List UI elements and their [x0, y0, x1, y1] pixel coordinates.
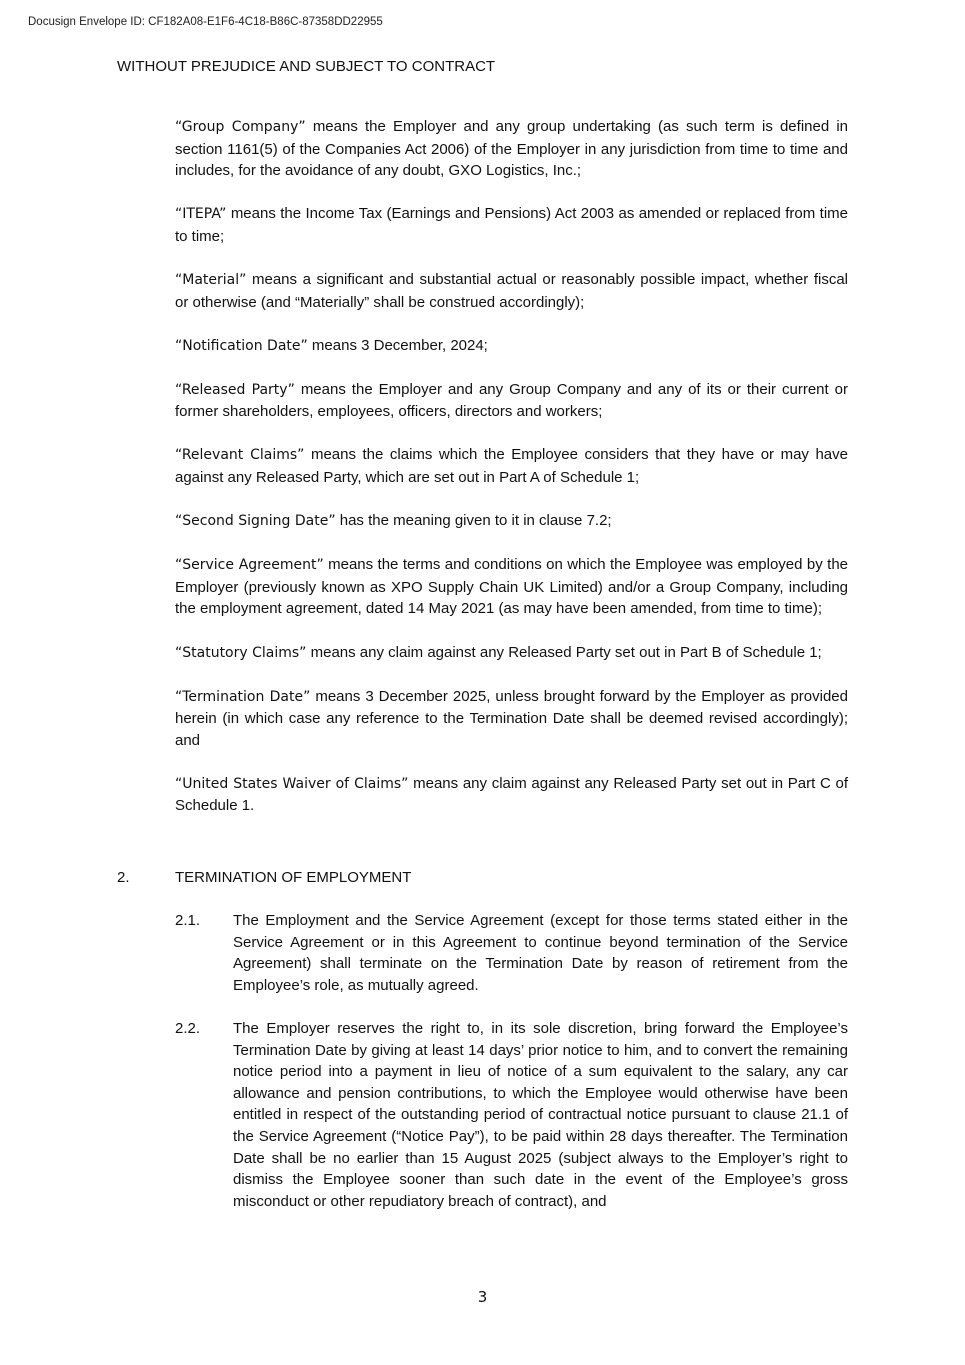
definition-term: “Group Company”	[175, 119, 306, 135]
definition-term: “Relevant Claims”	[175, 447, 305, 464]
definition-term: “Service Agreement”	[175, 557, 324, 574]
definition-text: means the claims which the Employee considers that they have or may have against any Released Party, which are set out in Part A of Schedule 1;	[175, 446, 848, 487]
clause-text: The Employment and the Service Agreement (except for those terms stated either in the Service Agreement or in this Agreement to continue beyond termination of the Service Agreement) shall terminate on the Termination Date by reason of retirement from the Employee’s role, as mutually agreed.	[233, 912, 848, 994]
definition-item	[175, 444, 848, 488]
clause-item	[175, 1018, 848, 1212]
definition-item	[175, 203, 848, 247]
definition-text: means the Income Tax (Earnings and Pensions) Act 2003 as amended or replaced from time to time;	[175, 205, 848, 245]
definition-term: “ITEPA”	[175, 206, 227, 223]
clause-text: The Employer reserves the right to, in its sole discretion, bring forward the Employee’s Termination Date by giving at least 14 days’ prior notice to him, and to convert the remaining notice period into a payment in lieu of notice of a sum equivalent to the salary, any car allowance and pension contributions, to which the Employee would otherwise have been entitled in respect of the outstanding period of contractual notice pursuant to clause 21.1 of the Service Agreement (“Notice Pay”), to be paid within 28 days thereafter. The Termination Date shall be no earlier than 15 August 2025 (subject always to the Employer’s right to dismiss the Employee sooner than such date in the event of the Employee’s gross misconduct or other repudiatory breach of contract), and	[233, 1019, 848, 1210]
section-heading	[117, 867, 848, 889]
definition-text: means any claim against any Released Party set out in Part C of Schedule 1.	[175, 774, 848, 815]
definition-item	[175, 116, 848, 182]
definition-term: “Statutory Claims”	[175, 644, 307, 661]
definition-item	[175, 773, 848, 817]
definition-text: means the terms and conditions on which the Employee was employed by the Employer (previously known as XPO Supply Chain UK Limited) and/or a Group Company, including the employment agreement, dated 14 May 2021 (as may have been amended, from time to time);	[175, 556, 848, 618]
clause-item	[175, 910, 848, 996]
docusign-envelope-id: Docusign Envelope ID: CF182A08-E1F6-4C18-B86C-87358DD22955	[28, 16, 383, 28]
definition-text: means a significant and substantial actual or reasonably possible impact, whether fiscal or otherwise (and “Materially” shall be construed accordingly);	[175, 270, 848, 311]
definition-text: means the Employer and any group undertaking (as such term is defined in section 1161(5) of the Companies Act 2006) of the Employer in any jurisdiction from time to time and includes, for the avoidance of any doubt, GXO Logistics, Inc.;	[175, 118, 848, 180]
clause-number: 2.2.	[175, 1019, 201, 1037]
definition-term: “Material”	[175, 271, 247, 288]
definition-item	[175, 686, 848, 752]
page-number: 3	[477, 1288, 488, 1306]
definition-text: means 3 December 2025, unless brought forward by the Employer as provided herein (in which case any reference to the Termination Date shall be deemed revised accordingly); and	[175, 687, 848, 749]
definition-item	[175, 269, 848, 313]
definition-term: “Termination Date”	[175, 688, 311, 705]
definition-item	[175, 379, 848, 423]
definition-text: means 3 December, 2024;	[307, 336, 488, 354]
definition-term: “Released Party”	[175, 381, 295, 398]
definition-item	[175, 554, 848, 620]
definition-item	[175, 510, 848, 533]
document-header: WITHOUT PREJUDICE AND SUBJECT TO CONTRACT	[117, 58, 496, 75]
definition-term: “United States Waiver of Claims”	[175, 775, 409, 792]
section-number: 2.	[117, 869, 130, 886]
definition-term: “Notification Date”	[175, 337, 308, 354]
definitions-list	[175, 116, 848, 839]
definition-item	[175, 335, 848, 358]
section-title: TERMINATION OF EMPLOYMENT	[175, 869, 412, 886]
definition-text: has the meaning given to it in clause 7.2;	[335, 512, 612, 530]
definition-text: means any claim against any Released Party set out in Part B of Schedule 1;	[306, 643, 822, 661]
section-termination	[117, 867, 848, 1234]
definition-term: “Second Signing Date”	[175, 513, 336, 530]
clause-number: 2.1.	[175, 912, 201, 930]
definition-item	[175, 642, 848, 665]
definition-text: means the Employer and any Group Company and any of its or their current or former shareholders, employees, officers, directors and workers;	[175, 380, 848, 421]
